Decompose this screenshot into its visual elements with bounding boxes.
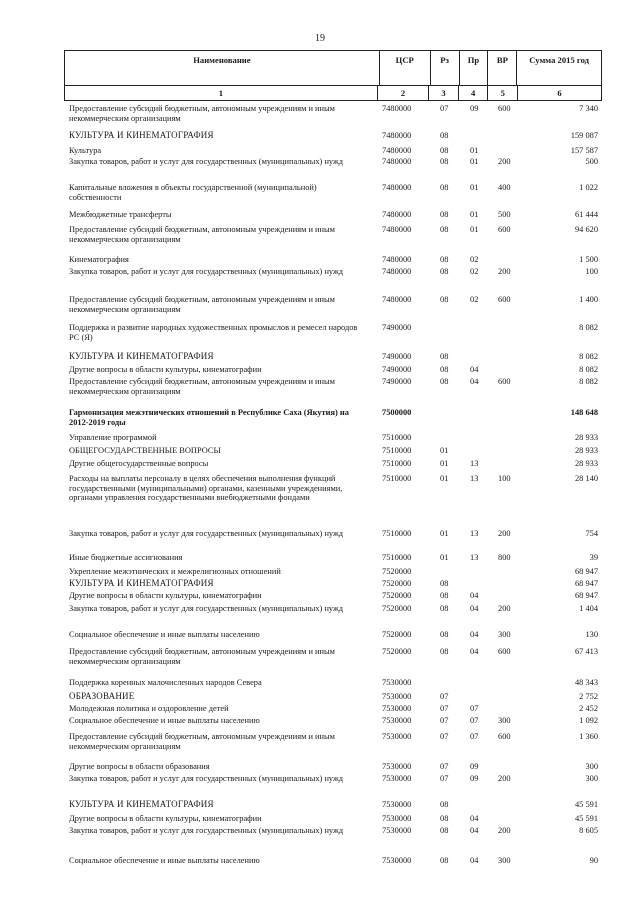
table-header <box>64 50 602 86</box>
row-name: Социальное обеспечение и иные выплаты населению <box>69 630 260 639</box>
row-csr: 7530000 <box>382 762 412 771</box>
row-csr: 7530000 <box>382 826 412 835</box>
row-pr: 01 <box>470 225 479 234</box>
row-rz: 08 <box>440 210 449 219</box>
row-csr: 7520000 <box>382 604 412 613</box>
row-rz: 08 <box>440 579 449 588</box>
row-rz: 08 <box>440 604 449 613</box>
row-sum: 8 082 <box>579 323 598 332</box>
row-rz: 08 <box>440 183 449 192</box>
row-sum: 148 648 <box>570 408 598 417</box>
row-csr: 7530000 <box>382 856 412 865</box>
row-sum: 68 947 <box>574 591 598 600</box>
row-rz: 01 <box>440 474 449 483</box>
row-rz: 08 <box>440 225 449 234</box>
row-sum: 1 360 <box>579 732 598 741</box>
row-vr: 200 <box>498 267 511 276</box>
row-rz: 08 <box>440 591 449 600</box>
row-csr: 7520000 <box>382 579 412 588</box>
row-rz: 08 <box>440 157 449 166</box>
row-rz: 08 <box>440 800 449 809</box>
row-pr: 01 <box>470 183 479 192</box>
row-name: Другие вопросы в области образования <box>69 762 210 771</box>
row-name: Другие общегосударственные вопросы <box>69 459 209 468</box>
row-pr: 13 <box>470 553 479 562</box>
row-csr: 7490000 <box>382 323 412 332</box>
row-pr: 04 <box>470 591 479 600</box>
row-pr: 04 <box>470 647 479 656</box>
header-num-3: 3 <box>429 86 459 100</box>
row-pr: 02 <box>470 295 479 304</box>
row-rz: 08 <box>440 131 449 140</box>
row-name: ОБЩЕГОСУДАРСТВЕННЫЕ ВОПРОСЫ <box>69 446 221 455</box>
row-name: Предоставление субсидий бюджетным, автономным учреждениям и иным некоммерческим организациям <box>69 104 335 123</box>
row-pr: 02 <box>470 267 479 276</box>
row-vr: 200 <box>498 826 511 835</box>
row-csr: 7480000 <box>382 295 412 304</box>
row-name: Предоставление субсидий бюджетным, автономным учреждениям и иным некоммерческим организациям <box>69 377 335 396</box>
row-name: Предоставление субсидий бюджетным, автономным учреждениям и иным некоммерческим организациям <box>69 295 335 314</box>
row-name: Управление программой <box>69 433 157 442</box>
row-name: Поддержка коренных малочисленных народов Севера <box>69 678 262 687</box>
row-vr: 300 <box>498 630 511 639</box>
row-csr: 7480000 <box>382 131 412 140</box>
row-pr: 09 <box>470 104 479 113</box>
header-name: Наименование <box>65 51 380 85</box>
row-name: Закупка товаров, работ и услуг для государственных (муниципальных) нужд <box>69 826 344 835</box>
row-pr: 02 <box>470 255 479 264</box>
row-rz: 07 <box>440 732 449 741</box>
header-num-5: 5 <box>488 86 518 100</box>
row-csr: 7530000 <box>382 774 412 783</box>
row-name: Иные бюджетные ассигнования <box>69 553 183 562</box>
row-sum: 500 <box>585 157 598 166</box>
row-csr: 7480000 <box>382 183 412 192</box>
row-name: Капитальные вложения в объекты государственной (муниципальной) собственности <box>69 183 317 202</box>
row-name: Расходы на выплаты персоналу в целях обеспечения выполнения функций государственными (муниципальными) органами, казенными учреждениями, органами управления государственными внебюджетными фондами <box>69 474 343 503</box>
row-sum: 100 <box>585 267 598 276</box>
row-csr: 7530000 <box>382 678 412 687</box>
row-vr: 600 <box>498 295 511 304</box>
row-rz: 07 <box>440 692 449 701</box>
header-num-2: 2 <box>378 86 429 100</box>
row-sum: 28 933 <box>574 433 598 442</box>
header-rz: Рз <box>431 51 460 85</box>
row-rz: 08 <box>440 365 449 374</box>
row-vr: 200 <box>498 529 511 538</box>
row-sum: 90 <box>589 856 598 865</box>
row-rz: 07 <box>440 704 449 713</box>
row-rz: 01 <box>440 446 449 455</box>
row-vr: 600 <box>498 104 511 113</box>
row-rz: 07 <box>440 762 449 771</box>
row-pr: 09 <box>470 774 479 783</box>
row-vr: 600 <box>498 225 511 234</box>
row-csr: 7510000 <box>382 529 412 538</box>
row-rz: 08 <box>440 826 449 835</box>
row-pr: 13 <box>470 529 479 538</box>
row-csr: 7480000 <box>382 267 412 276</box>
row-pr: 04 <box>470 856 479 865</box>
row-name: Поддержка и развитие народных художественных промыслов и ремесел народов РС (Я) <box>69 323 358 342</box>
row-rz: 01 <box>440 529 449 538</box>
row-pr: 04 <box>470 604 479 613</box>
header-num-1: 1 <box>65 86 378 100</box>
row-rz: 07 <box>440 774 449 783</box>
header-num-4: 4 <box>459 86 489 100</box>
row-csr: 7480000 <box>382 255 412 264</box>
row-sum: 159 087 <box>570 131 598 140</box>
row-rz: 08 <box>440 814 449 823</box>
budget-table <box>64 50 602 865</box>
row-rz: 07 <box>440 716 449 725</box>
row-rz: 01 <box>440 459 449 468</box>
row-sum: 94 620 <box>574 225 598 234</box>
row-name: КУЛЬТУРА И КИНЕМАТОГРАФИЯ <box>69 130 214 140</box>
row-pr: 07 <box>470 704 479 713</box>
row-csr: 7510000 <box>382 474 412 483</box>
row-sum: 45 591 <box>574 800 598 809</box>
row-name: Межбюджетные трансферты <box>69 210 172 219</box>
row-pr: 01 <box>470 146 479 155</box>
row-csr: 7480000 <box>382 146 412 155</box>
row-name: Предоставление субсидий бюджетным, автономным учреждениям и иным некоммерческим организациям <box>69 732 335 751</box>
row-csr: 7490000 <box>382 377 412 386</box>
row-name: Закупка товаров, работ и услуг для государственных (муниципальных) нужд <box>69 267 344 276</box>
row-pr: 01 <box>470 210 479 219</box>
row-vr: 600 <box>498 732 511 741</box>
row-csr: 7480000 <box>382 210 412 219</box>
row-csr: 7490000 <box>382 365 412 374</box>
row-name: Культура <box>69 146 102 155</box>
row-vr: 300 <box>498 856 511 865</box>
row-rz: 01 <box>440 553 449 562</box>
row-sum: 45 591 <box>574 814 598 823</box>
header-vr: ВР <box>488 51 517 85</box>
row-sum: 1 022 <box>579 183 598 192</box>
row-name: Другие вопросы в области культуры, кинематографии <box>69 365 262 374</box>
row-name: Другие вопросы в области культуры, кинематографии <box>69 814 262 823</box>
row-sum: 1 400 <box>579 295 598 304</box>
row-name: Социальное обеспечение и иные выплаты населению <box>69 856 260 865</box>
row-vr: 400 <box>498 183 511 192</box>
row-name: ОБРАЗОВАНИЕ <box>69 691 135 701</box>
row-name: Закупка товаров, работ и услуг для государственных (муниципальных) нужд <box>69 774 344 783</box>
row-name: КУЛЬТУРА И КИНЕМАТОГРАФИЯ <box>69 578 214 588</box>
row-pr: 04 <box>470 630 479 639</box>
row-sum: 7 340 <box>579 104 598 113</box>
row-vr: 200 <box>498 157 511 166</box>
row-csr: 7530000 <box>382 692 412 701</box>
row-sum: 157 587 <box>570 146 598 155</box>
header-sum: Сумма 2015 год <box>529 55 589 65</box>
row-name: КУЛЬТУРА И КИНЕМАТОГРАФИЯ <box>69 799 214 809</box>
row-name: Социальное обеспечение и иные выплаты населению <box>69 716 260 725</box>
header-num-6: 6 <box>557 88 562 98</box>
row-name: Закупка товаров, работ и услуг для государственных (муниципальных) нужд <box>69 604 344 613</box>
row-pr: 01 <box>470 157 479 166</box>
row-pr: 13 <box>470 474 479 483</box>
row-csr: 7510000 <box>382 433 412 442</box>
row-rz: 08 <box>440 377 449 386</box>
row-csr: 7490000 <box>382 352 412 361</box>
row-rz: 08 <box>440 856 449 865</box>
row-csr: 7520000 <box>382 591 412 600</box>
row-pr: 04 <box>470 377 479 386</box>
row-vr: 600 <box>498 647 511 656</box>
row-sum: 2 752 <box>579 692 598 701</box>
row-pr: 04 <box>470 365 479 374</box>
row-sum: 754 <box>585 529 598 538</box>
row-csr: 7520000 <box>382 567 412 576</box>
header-csr: ЦСР <box>380 51 431 85</box>
row-rz: 07 <box>440 104 449 113</box>
row-csr: 7530000 <box>382 704 412 713</box>
row-sum: 28 140 <box>574 474 598 483</box>
row-name: Предоставление субсидий бюджетным, автономным учреждениям и иным некоммерческим организациям <box>69 225 335 244</box>
row-rz: 08 <box>440 352 449 361</box>
row-sum: 8 082 <box>579 365 598 374</box>
row-sum: 1 092 <box>579 716 598 725</box>
row-sum: 28 933 <box>574 459 598 468</box>
row-sum: 130 <box>585 630 598 639</box>
row-name: Другие вопросы в области культуры, кинематографии <box>69 591 262 600</box>
row-sum: 1 500 <box>579 255 598 264</box>
row-csr: 7500000 <box>382 408 412 417</box>
row-pr: 09 <box>470 762 479 771</box>
row-sum: 68 947 <box>574 579 598 588</box>
table-header-numbers <box>64 86 602 101</box>
row-rz: 08 <box>440 295 449 304</box>
row-sum: 8 082 <box>579 352 598 361</box>
row-csr: 7520000 <box>382 630 412 639</box>
row-rz: 08 <box>440 267 449 276</box>
row-vr: 100 <box>498 474 511 483</box>
row-rz: 08 <box>440 647 449 656</box>
row-sum: 300 <box>585 762 598 771</box>
row-name: Закупка товаров, работ и услуг для государственных (муниципальных) нужд <box>69 529 344 538</box>
row-sum: 68 947 <box>574 567 598 576</box>
row-sum: 39 <box>589 553 598 562</box>
row-sum: 67 413 <box>574 647 598 656</box>
row-vr: 300 <box>498 716 511 725</box>
row-rz: 08 <box>440 146 449 155</box>
row-name: КУЛЬТУРА И КИНЕМАТОГРАФИЯ <box>69 351 214 361</box>
row-name: Предоставление субсидий бюджетным, автономным учреждениям и иным некоммерческим организациям <box>69 647 335 666</box>
row-name: Укрепление межэтнических и межрелигиозных отношений <box>69 567 281 576</box>
row-pr: 04 <box>470 814 479 823</box>
row-csr: 7530000 <box>382 814 412 823</box>
row-pr: 04 <box>470 826 479 835</box>
row-rz: 08 <box>440 630 449 639</box>
row-csr: 7480000 <box>382 157 412 166</box>
row-csr: 7530000 <box>382 716 412 725</box>
row-vr: 500 <box>498 210 511 219</box>
row-csr: 7530000 <box>382 800 412 809</box>
header-pr: Пр <box>460 51 489 85</box>
row-sum: 300 <box>585 774 598 783</box>
row-sum: 48 343 <box>574 678 598 687</box>
row-pr: 07 <box>470 716 479 725</box>
row-pr: 07 <box>470 732 479 741</box>
row-sum: 28 933 <box>574 446 598 455</box>
row-name: Молодежная политика и оздоровление детей <box>69 704 229 713</box>
row-vr: 200 <box>498 604 511 613</box>
row-name: Закупка товаров, работ и услуг для государственных (муниципальных) нужд <box>69 157 344 166</box>
row-vr: 800 <box>498 553 511 562</box>
row-sum: 1 404 <box>579 604 598 613</box>
row-rz: 08 <box>440 255 449 264</box>
row-csr: 7530000 <box>382 732 412 741</box>
row-sum: 61 444 <box>574 210 598 219</box>
row-pr: 13 <box>470 459 479 468</box>
row-name: Гармонизация межэтнических отношений в Республике Саха (Якутия) на 2012-2019 годы <box>69 408 349 427</box>
row-sum: 8 082 <box>579 377 598 386</box>
row-vr: 200 <box>498 774 511 783</box>
row-csr: 7510000 <box>382 553 412 562</box>
row-csr: 7520000 <box>382 647 412 656</box>
row-csr: 7480000 <box>382 225 412 234</box>
row-sum: 8 605 <box>579 826 598 835</box>
row-sum: 2 452 <box>579 704 598 713</box>
row-csr: 7510000 <box>382 459 412 468</box>
row-csr: 7510000 <box>382 446 412 455</box>
row-csr: 7480000 <box>382 104 412 113</box>
row-name: Кинематография <box>69 255 129 264</box>
row-vr: 600 <box>498 377 511 386</box>
page-number: 19 <box>315 33 325 44</box>
